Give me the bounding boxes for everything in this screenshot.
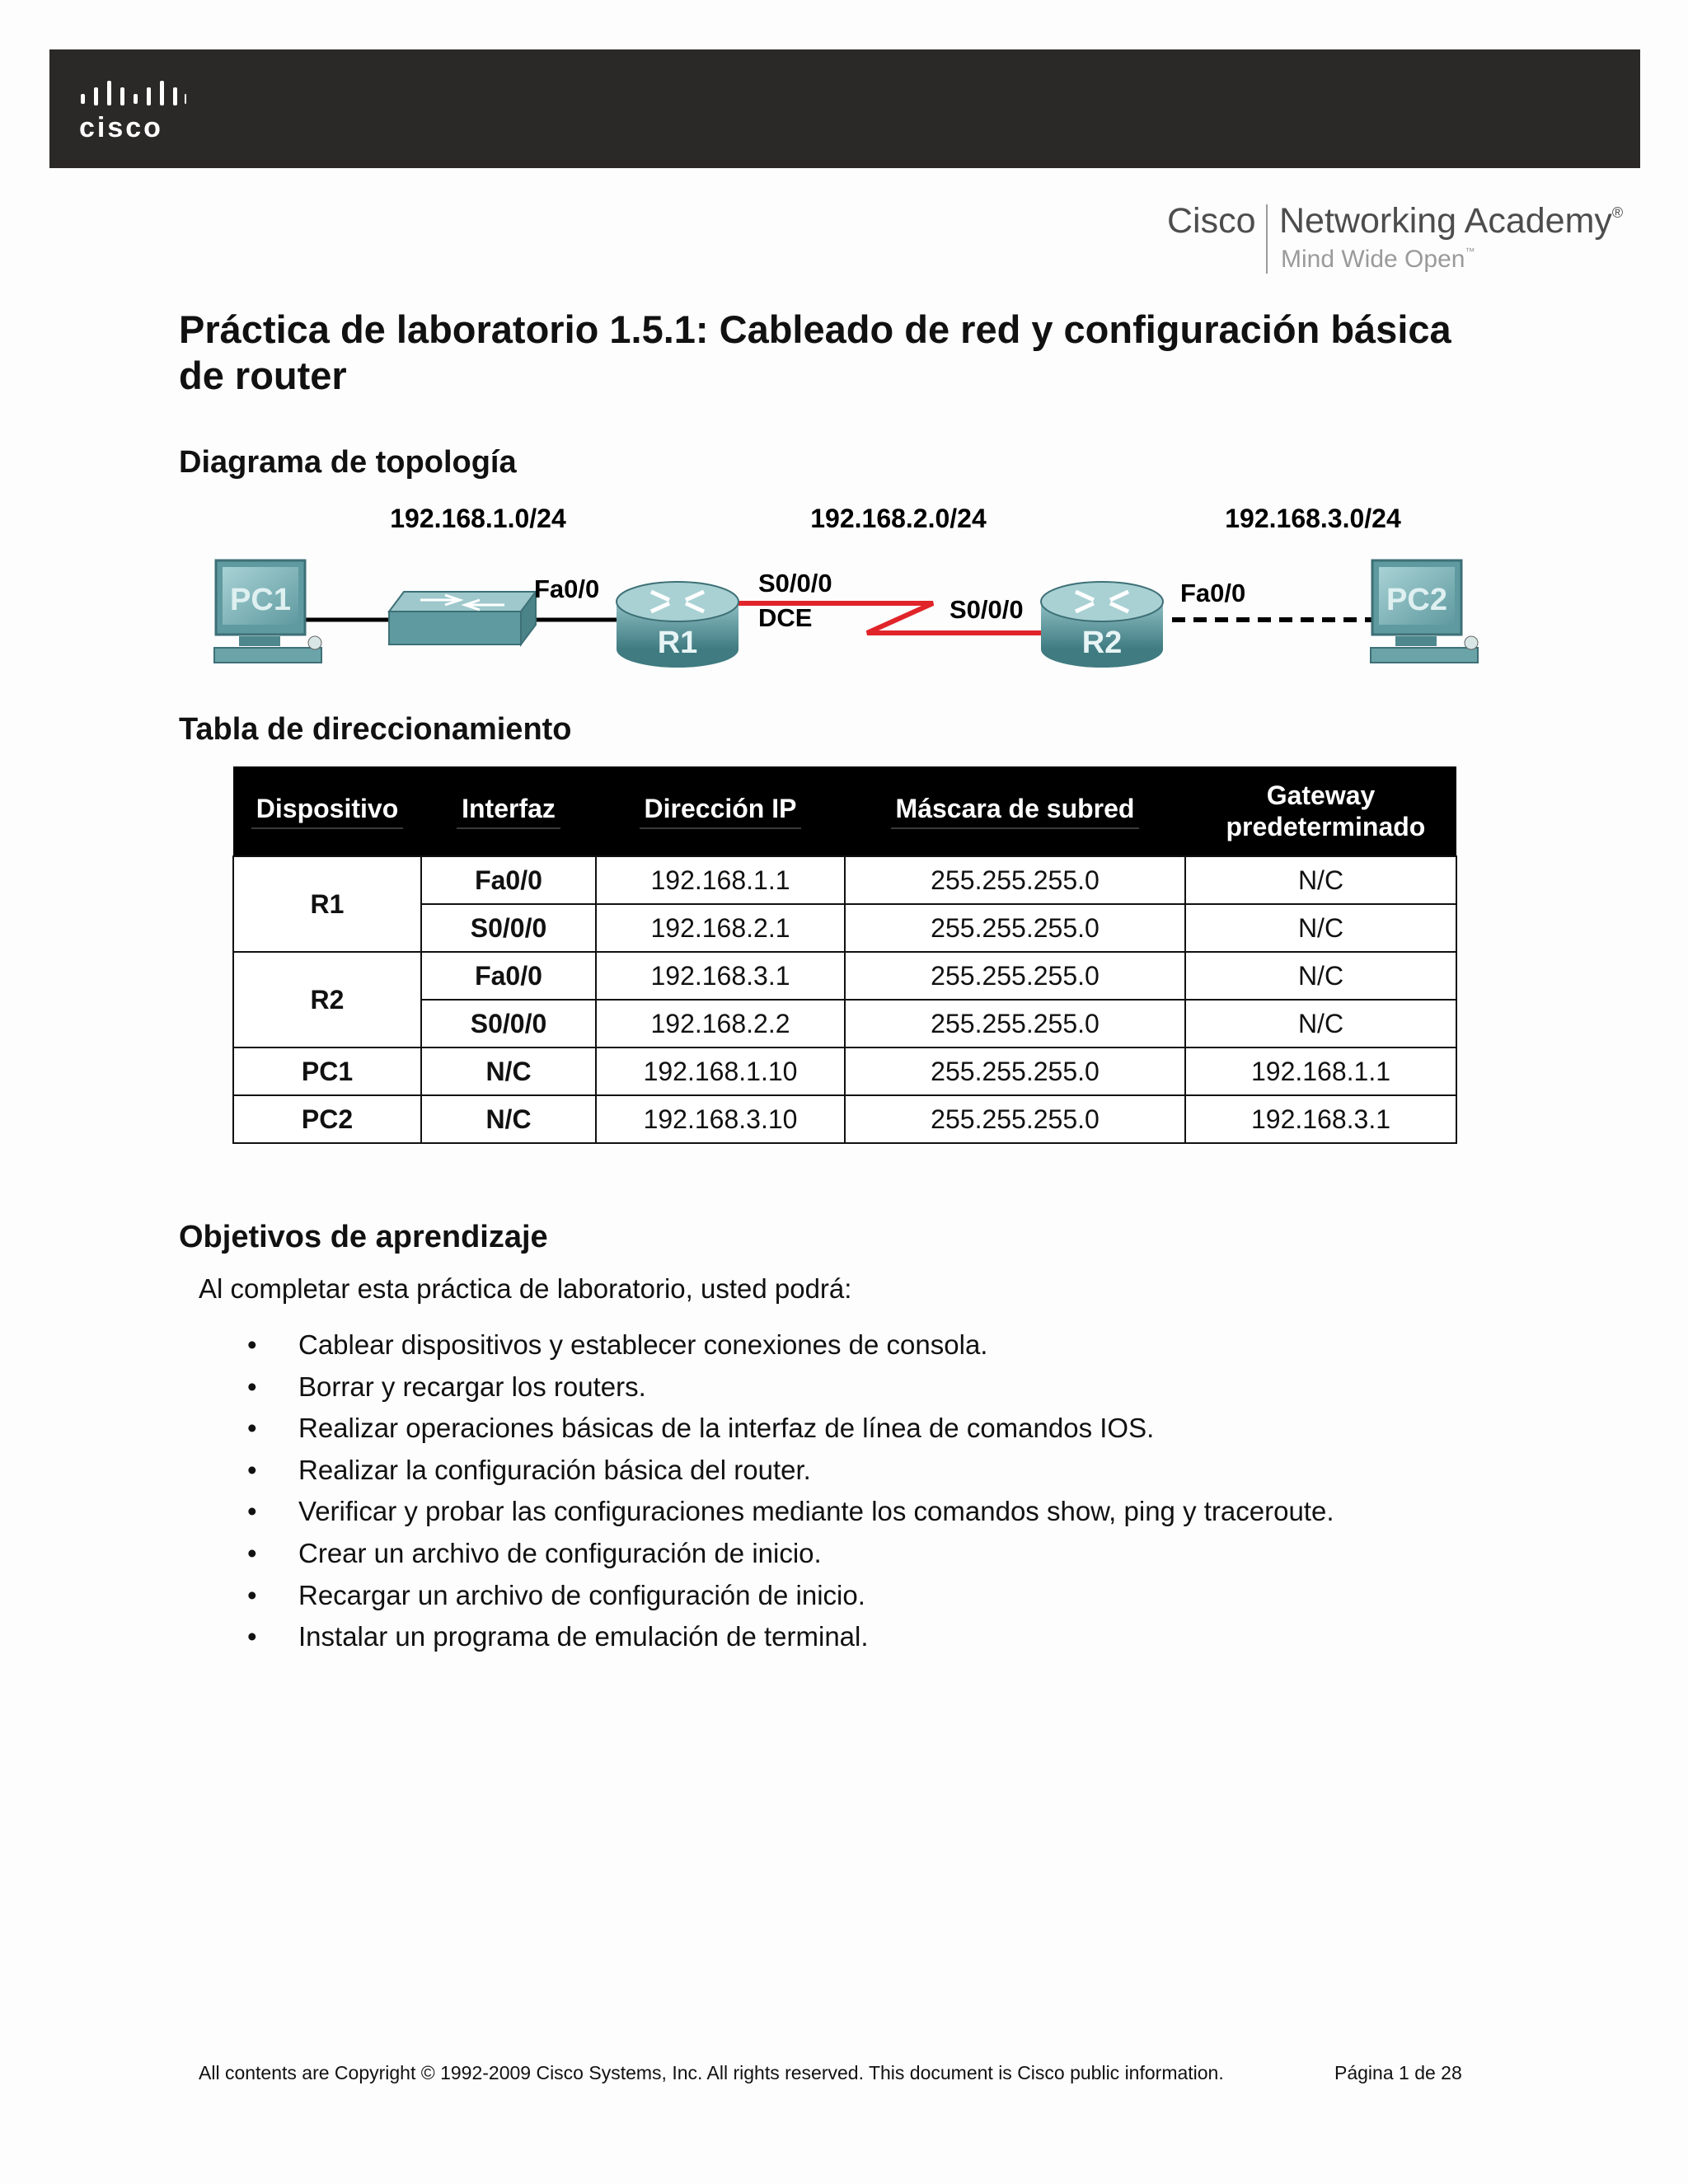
r2-router-icon <box>1041 582 1163 668</box>
cell-gateway: N/C <box>1185 904 1456 952</box>
header-dispositivo <box>233 766 421 856</box>
header-bar <box>49 49 1640 168</box>
addressing-table-heading: Tabla de direccionamiento <box>179 712 572 747</box>
r2-serial-label: S0/0/0 <box>950 595 1024 624</box>
header-gateway <box>1185 766 1456 856</box>
registered-mark: ® <box>1611 204 1624 221</box>
list-item <box>247 1533 1334 1575</box>
bullet-icon: • <box>247 1579 257 1610</box>
cell-ip: 192.168.3.10 <box>596 1095 845 1143</box>
cell-gateway: 192.168.1.1 <box>1185 1047 1456 1095</box>
list-item <box>247 1324 1334 1366</box>
table-row <box>233 1095 1456 1143</box>
topology-heading: Diagrama de topología <box>179 445 517 480</box>
cell-ip: 192.168.1.1 <box>596 856 845 904</box>
switch-icon <box>389 592 536 644</box>
header-mascara-text: Máscara de subred <box>891 793 1140 829</box>
pc2-label: PC2 <box>1386 583 1447 617</box>
r1-router-icon <box>617 582 738 668</box>
cisco-bars-icon <box>79 81 186 110</box>
brand-academy-text: Networking Academy <box>1279 201 1612 241</box>
trademark-mark: ™ <box>1465 246 1475 257</box>
cell-mask: 255.255.255.0 <box>845 1000 1185 1047</box>
r1-fa-label: Fa0/0 <box>534 574 600 603</box>
cell-mask: 255.255.255.0 <box>845 1047 1185 1095</box>
page-footer <box>199 2062 1462 2084</box>
list-item-text: Borrar y recargar los routers. <box>298 1371 646 1402</box>
bullet-icon: • <box>247 1329 257 1360</box>
table-row <box>233 1047 1456 1095</box>
cell-device: R1 <box>233 856 421 952</box>
list-item-text: Realizar operaciones básicas de la interfaz de línea de comandos IOS. <box>298 1413 1155 1444</box>
list-item-text: Cablear dispositivos y establecer conexiones de consola. <box>298 1329 988 1360</box>
header-mascara <box>845 766 1185 856</box>
brand-tagline <box>1281 246 1475 274</box>
cisco-logo <box>79 81 186 144</box>
brand-cisco: Cisco <box>1167 201 1256 241</box>
cell-mask: 255.255.255.0 <box>845 856 1185 904</box>
list-item-text: Verificar y probar las configuraciones mediante los comandos show, ping y traceroute. <box>298 1496 1334 1527</box>
cell-iface: Fa0/0 <box>421 952 596 1000</box>
cisco-logo-text: cisco <box>79 112 163 143</box>
cell-ip: 192.168.1.10 <box>596 1047 845 1095</box>
list-item <box>247 1450 1334 1492</box>
objectives-heading: Objetivos de aprendizaje <box>179 1220 548 1254</box>
r1-label: R1 <box>657 626 698 660</box>
cell-iface: N/C <box>421 1047 596 1095</box>
copyright-text: All contents are Copyright © 1992-2009 Cisco Systems, Inc. All rights reserved. This document is Cisco public information. <box>199 2062 1224 2083</box>
addressing-table <box>232 766 1457 1144</box>
header-gateway-text: Gateway predeterminado <box>1226 780 1426 841</box>
r2-fa-label: Fa0/0 <box>1180 579 1246 607</box>
r1-serial-label: S0/0/0 <box>758 569 832 598</box>
list-item-text: Recargar un archivo de configuración de inicio. <box>298 1579 865 1610</box>
pc2-icon <box>1371 560 1478 663</box>
cell-iface: S0/0/0 <box>421 904 596 952</box>
bullet-icon: • <box>247 1621 257 1652</box>
objectives-intro: Al completar esta práctica de laboratorio, usted podrá: <box>199 1273 852 1304</box>
page-number: Página 1 de 28 <box>1334 2062 1462 2083</box>
cell-ip: 192.168.2.1 <box>596 904 845 952</box>
list-item <box>247 1616 1334 1658</box>
cell-iface: N/C <box>421 1095 596 1143</box>
brand-tagline-text: Mind Wide Open <box>1281 246 1465 273</box>
pc1-label: PC1 <box>230 583 291 617</box>
bullet-icon: • <box>247 1537 257 1568</box>
list-item <box>247 1408 1334 1450</box>
network-label-1: 192.168.1.0/24 <box>390 504 566 533</box>
header-ip-text: Dirección IP <box>640 793 802 829</box>
network-label-3: 192.168.3.0/24 <box>1225 504 1401 533</box>
cell-ip: 192.168.2.2 <box>596 1000 845 1047</box>
bullet-icon: • <box>247 1454 257 1485</box>
bullet-icon: • <box>247 1496 257 1527</box>
topology-diagram <box>198 503 1492 684</box>
list-item-text: Realizar la configuración básica del router. <box>298 1454 811 1485</box>
list-item <box>247 1366 1334 1408</box>
dce-label: DCE <box>758 603 813 632</box>
header-dispositivo-text: Dispositivo <box>251 793 403 829</box>
cell-gateway: 192.168.3.1 <box>1185 1095 1456 1143</box>
cell-mask: 255.255.255.0 <box>845 1095 1185 1143</box>
cell-gateway: N/C <box>1185 952 1456 1000</box>
table-row <box>233 952 1456 1000</box>
cell-iface: S0/0/0 <box>421 1000 596 1047</box>
objectives-list <box>247 1324 1334 1658</box>
brand-academy <box>1279 201 1623 241</box>
cell-device: PC2 <box>233 1095 421 1143</box>
pc1-icon <box>214 560 321 663</box>
table-row <box>233 856 1456 904</box>
r2-label: R2 <box>1081 626 1123 660</box>
list-item <box>247 1575 1334 1617</box>
bullet-icon: • <box>247 1413 257 1444</box>
table-header-row <box>233 766 1456 856</box>
networking-academy-logo <box>1167 201 1639 277</box>
list-item-text: Instalar un programa de emulación de terminal. <box>298 1621 869 1652</box>
cell-iface: Fa0/0 <box>421 856 596 904</box>
cell-device: PC1 <box>233 1047 421 1095</box>
header-interfaz-text: Interfaz <box>457 793 560 829</box>
cell-device: R2 <box>233 952 421 1047</box>
header-ip <box>596 766 845 856</box>
cell-ip: 192.168.3.1 <box>596 952 845 1000</box>
cell-gateway: N/C <box>1185 856 1456 904</box>
bullet-icon: • <box>247 1371 257 1402</box>
cell-mask: 255.255.255.0 <box>845 904 1185 952</box>
cell-gateway: N/C <box>1185 1000 1456 1047</box>
cell-mask: 255.255.255.0 <box>845 952 1185 1000</box>
list-item-text: Crear un archivo de configuración de inicio. <box>298 1537 822 1568</box>
brand-divider <box>1266 204 1268 274</box>
header-interfaz <box>421 766 596 856</box>
network-label-2: 192.168.2.0/24 <box>810 504 987 533</box>
page-title: Práctica de laboratorio 1.5.1: Cableado de red y configuración básica de router <box>179 307 1451 397</box>
list-item <box>247 1491 1334 1533</box>
